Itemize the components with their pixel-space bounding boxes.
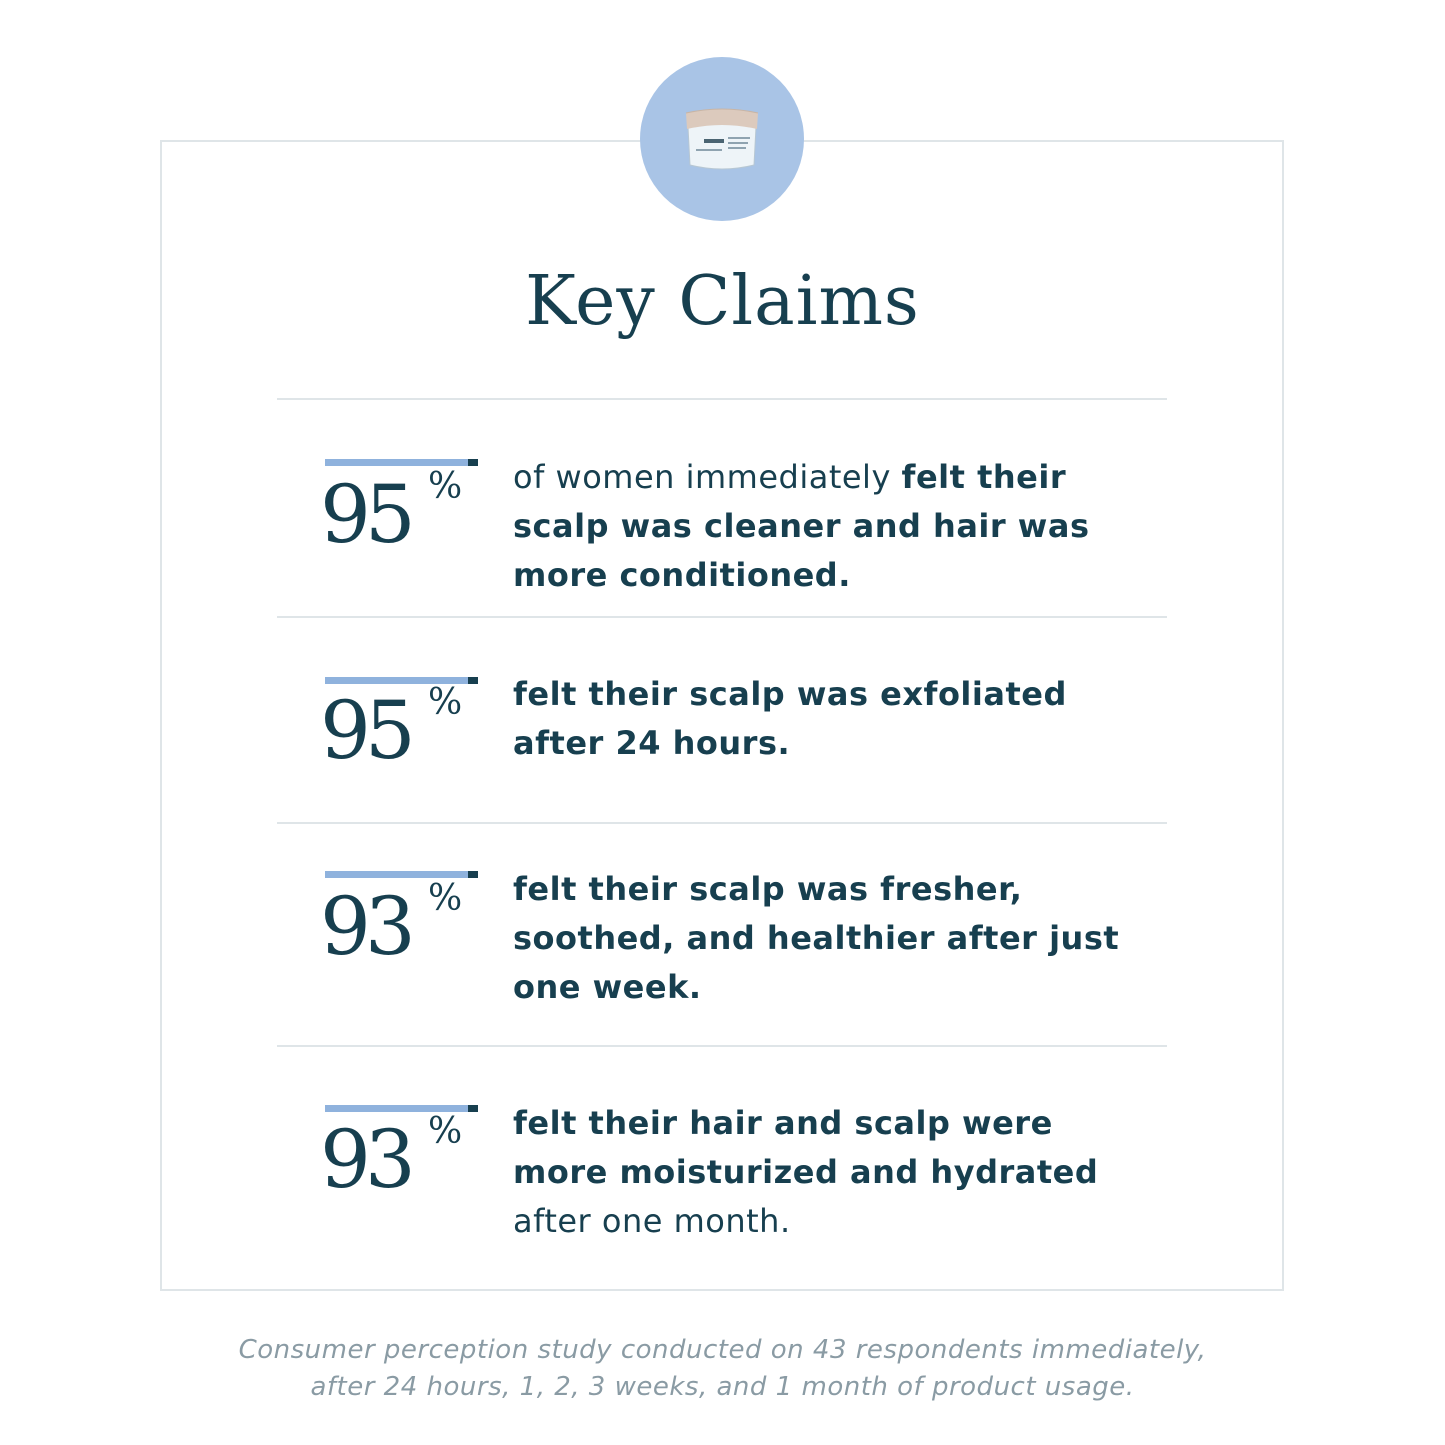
claim-unit: % <box>428 1111 463 1152</box>
claim-text <box>513 1099 1153 1246</box>
claim-unit: % <box>428 466 463 507</box>
divider <box>277 822 1167 824</box>
claim-value: 95 <box>320 468 410 561</box>
divider <box>277 398 1167 400</box>
claim-text <box>513 670 1153 768</box>
claim-stat <box>320 466 463 561</box>
claim-stat <box>320 682 463 777</box>
claim-text <box>513 453 1153 600</box>
page-title: Key Claims <box>525 262 920 341</box>
claim-value: 93 <box>320 1113 410 1206</box>
claim-accent-bar <box>325 871 478 878</box>
claim-text-bold: felt their scalp was exfoliated after 24 hours. <box>513 675 1067 762</box>
claim-stat <box>320 1111 463 1206</box>
divider <box>277 1045 1167 1047</box>
claim-value: 93 <box>320 880 410 973</box>
claim-unit: % <box>428 682 463 723</box>
claim-text-normal: of women immediately <box>513 458 902 496</box>
claim-value: 95 <box>320 684 410 777</box>
claim-text-bold: felt their scalp was fresher, soothed, and healthier after just one week. <box>513 870 1120 1006</box>
divider <box>277 616 1167 618</box>
footnote-line: after 24 hours, 1, 2, 3 weeks, and 1 month of product usage. <box>310 1372 1135 1402</box>
claim-stat <box>320 878 463 973</box>
claim-text-bold: felt their scalp was cleaner and hair was more conditioned. <box>513 458 1090 594</box>
product-jar-icon <box>682 105 762 175</box>
product-badge <box>640 57 804 221</box>
claim-text <box>513 865 1153 1012</box>
footnote <box>0 1332 1445 1406</box>
claim-text-after: after one month. <box>513 1202 791 1240</box>
claim-text-bold: felt their hair and scalp were more moisturized and hydrated <box>513 1104 1099 1191</box>
claim-unit: % <box>428 878 463 919</box>
claim-accent-bar <box>325 459 478 466</box>
footnote-line: Consumer perception study conducted on 43 respondents immediately, <box>238 1335 1207 1365</box>
